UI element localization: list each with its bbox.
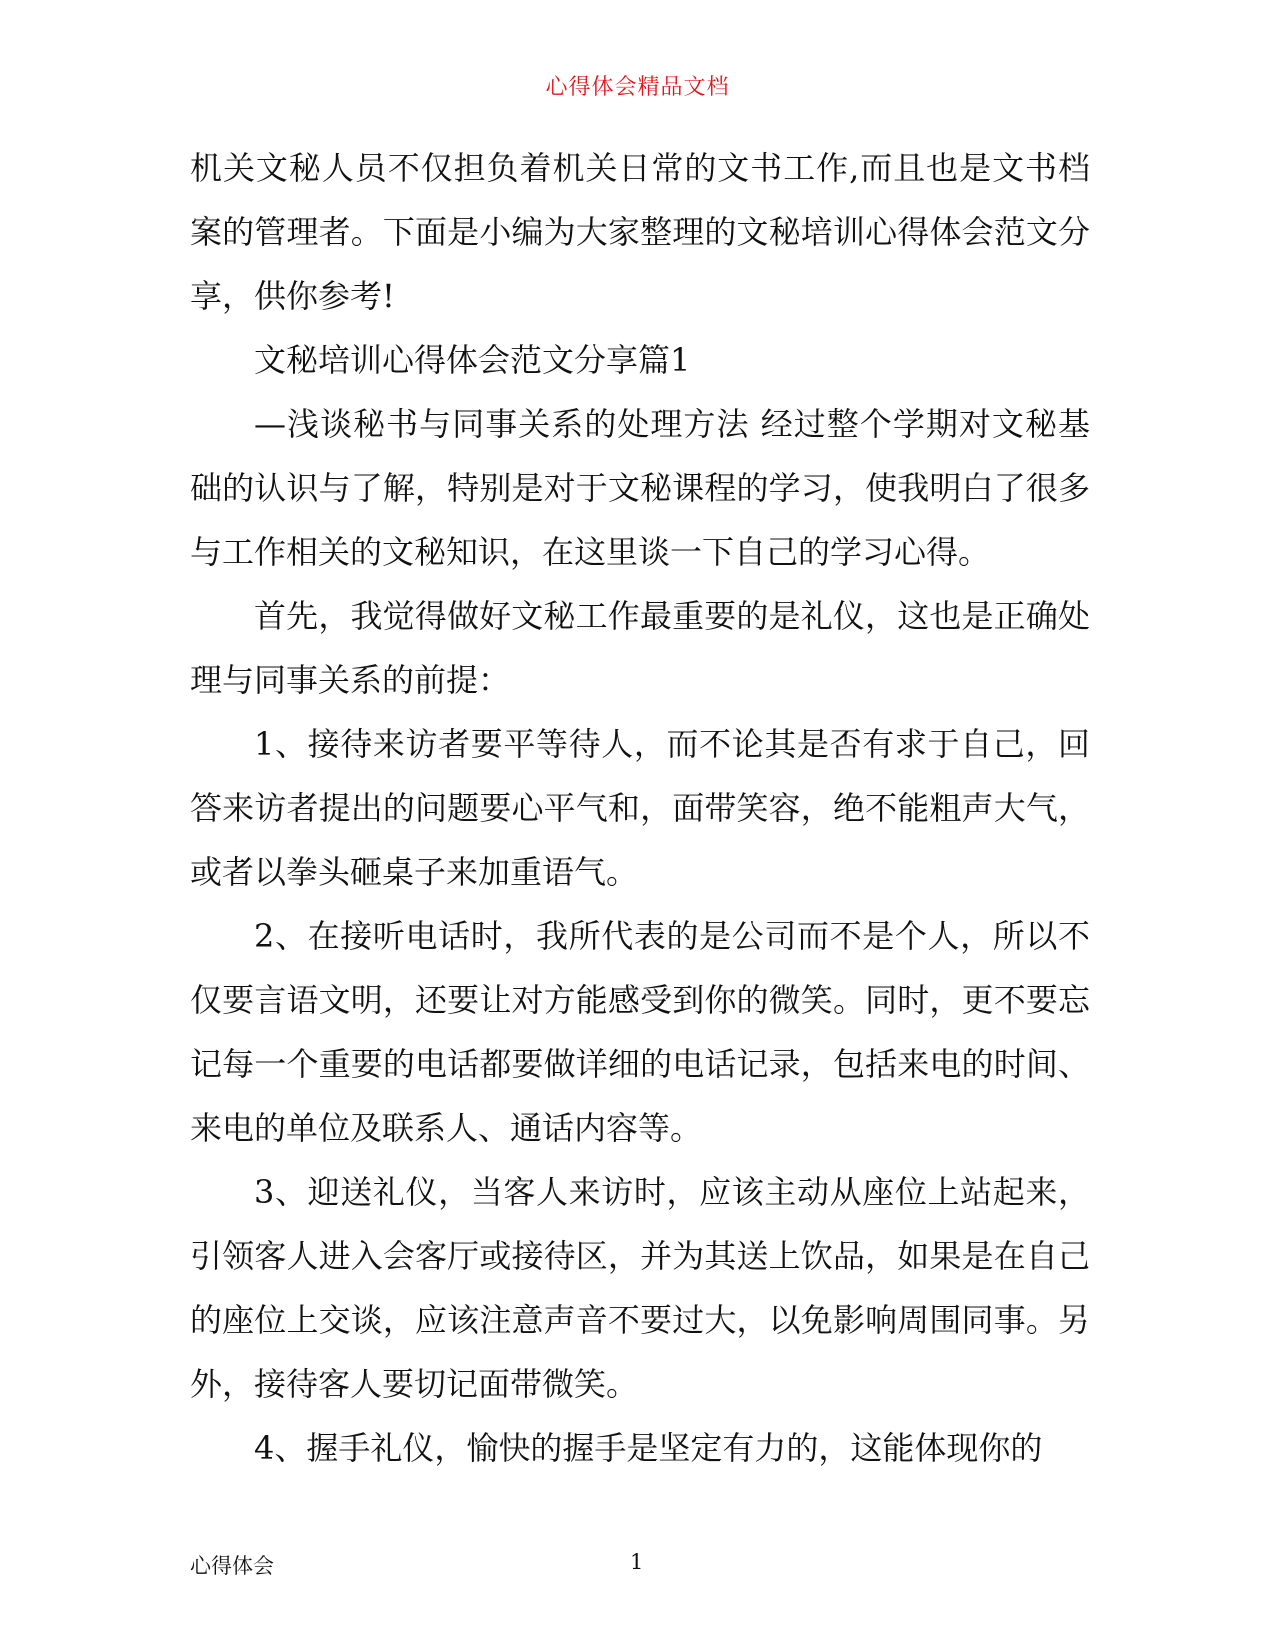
document-body <box>190 136 1090 1480</box>
list-item-paragraph: 1、接待来访者要平等待人，而不论其是否有求于自己，回答来访者提出的问题要心平气和，面带笑容，绝不能粗声大气，或者以拳头砸桌子来加重语气。 <box>190 725 1090 891</box>
body-paragraph: —浅谈秘书与同事关系的处理方法 经过整个学期对文秘基础的认识与了解，特别是对于文秘课程的学习，使我明白了很多与工作相关的文秘知识，在这里谈一下自己的学习心得。 <box>190 405 1090 571</box>
list-item-paragraph: 2、在接听电话时，我所代表的是公司而不是个人，所以不仅要言语文明，还要让对方能感受到你的微笑。同时，更不要忘记每一个重要的电话都要做详细的电话记录，包括来电的时间、来电的单位及联系人、通话内容等。 <box>190 917 1090 1147</box>
list-item-paragraph: 3、迎送礼仪，当客人来访时，应该主动从座位上站起来，引领客人进入会客厅或接待区，并为其送上饮品，如果是在自己的座位上交谈，应该注意声音不要过大，以免影响周围同事。另外，接待客人要切记面带微笑。 <box>190 1173 1090 1403</box>
list-item-paragraph: 4、握手礼仪，愉快的握手是坚定有力的，这能体现你的 <box>254 1429 1043 1467</box>
footer-label: 心得体会 <box>190 1554 274 1578</box>
body-paragraph: 首先，我觉得做好文秘工作最重要的是礼仪，这也是正确处理与同事关系的前提： <box>190 597 1090 699</box>
page-number: 1 <box>630 1550 644 1574</box>
document-header-title: 心得体会精品文档 <box>545 75 730 100</box>
section-heading: 文秘培训心得体会范文分享篇1 <box>254 341 691 379</box>
intro-paragraph: 机关文秘人员不仅担负着机关日常的文书工作,而且也是文书档案的管理者。下面是小编为大家整理的文秘培训心得体会范文分享，供你参考! <box>190 149 1090 315</box>
